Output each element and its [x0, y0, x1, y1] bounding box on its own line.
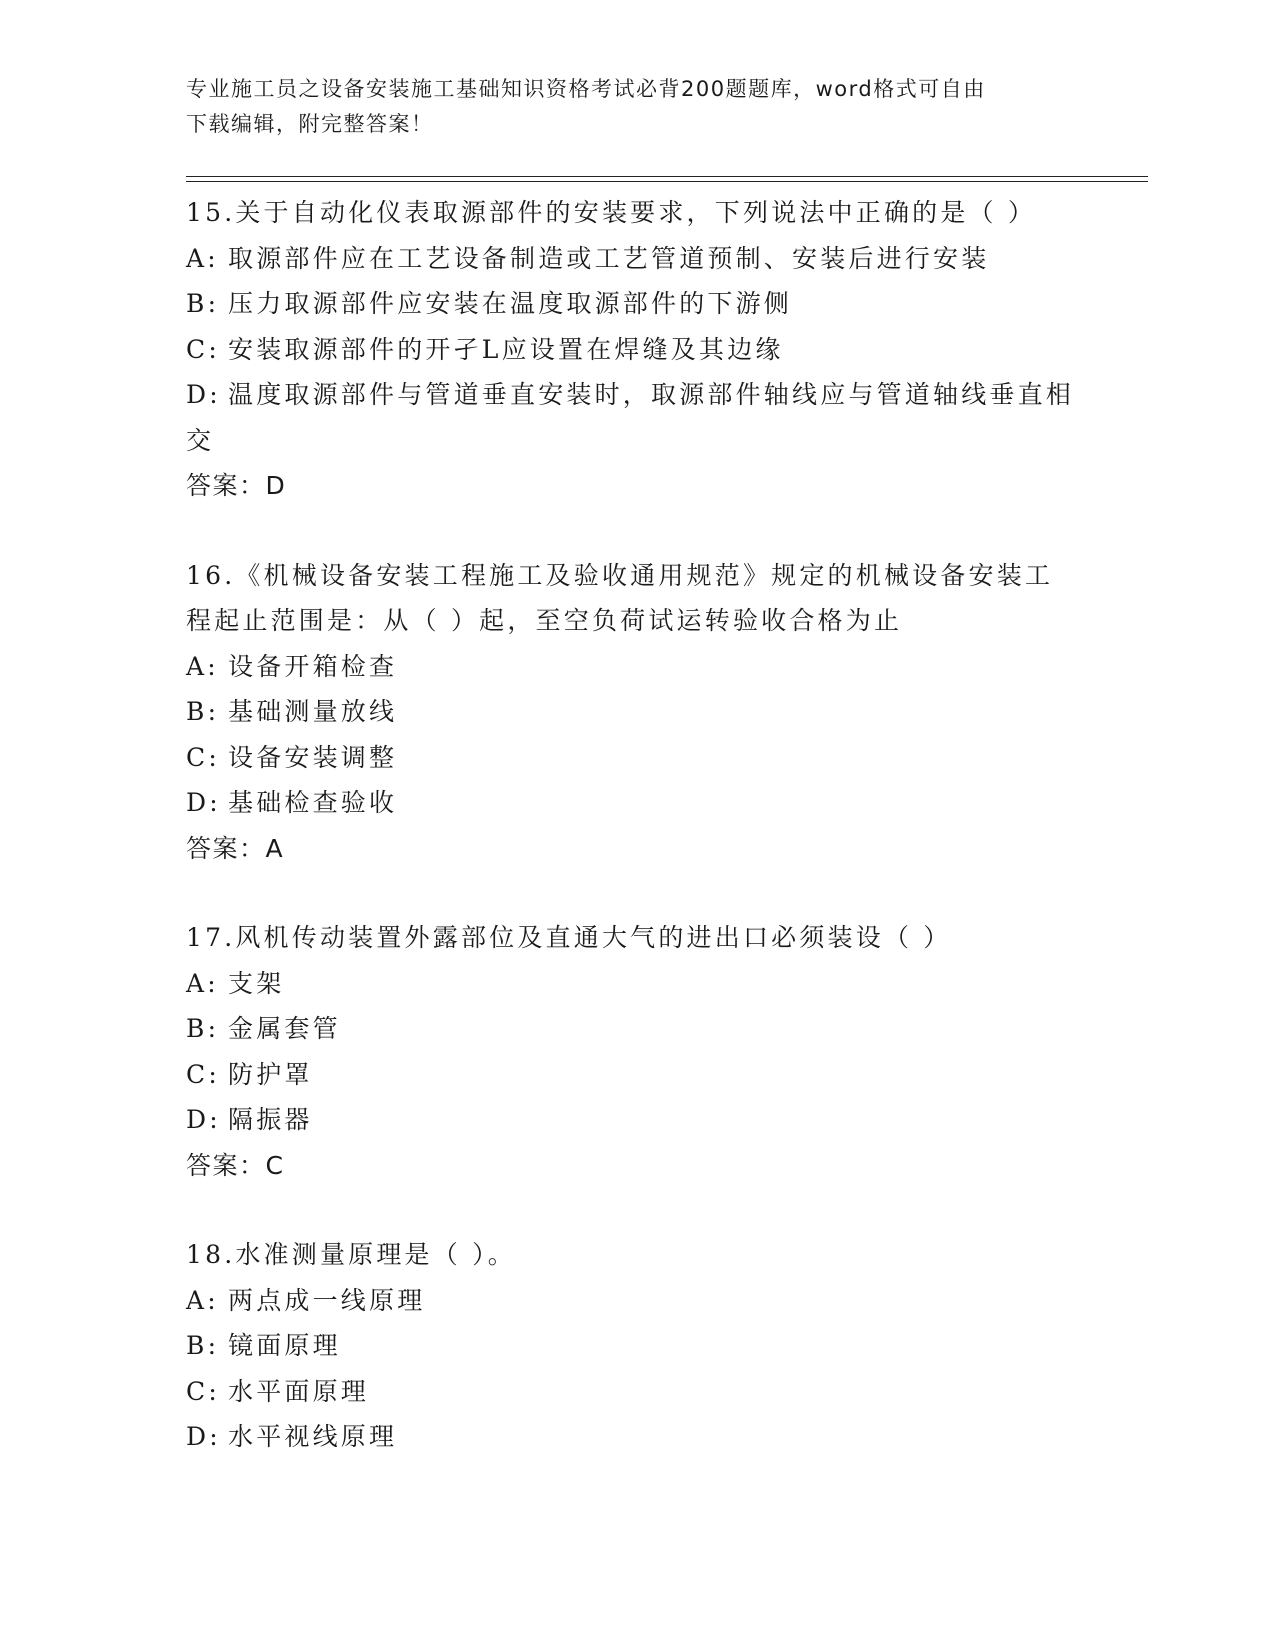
- option-text: 两点成一线原理: [228, 1285, 426, 1315]
- question-list: [186, 190, 1086, 1504]
- option-c: [186, 1052, 1086, 1098]
- option-d: [186, 1097, 1086, 1143]
- option-text: 设备开箱检查: [228, 651, 398, 681]
- answer-line: 答案：C: [186, 1150, 285, 1180]
- header-line-1: 专业施工员之设备安装施工基础知识资格考试必背200题题库，word格式可自由: [186, 77, 986, 101]
- option-letter: B:: [186, 289, 220, 318]
- option-c: [186, 735, 1086, 781]
- answer-line: 答案：D: [186, 471, 287, 500]
- option-letter: D:: [186, 788, 221, 817]
- option-text: 隔振器: [228, 1105, 313, 1134]
- question-stem: 17.风机传动装置外露部位及直通大气的进出口必须装设（ ）: [186, 923, 952, 952]
- option-letter: B:: [186, 1331, 220, 1360]
- option-letter: A:: [186, 651, 219, 681]
- option-text: 安装取源部件的开孑L应设置在焊缝及其边缘: [228, 334, 784, 364]
- option-text: 镜面原理: [228, 1331, 341, 1360]
- option-letter: C:: [186, 1059, 220, 1089]
- option-text: 取源部件应在工艺设备制造或工艺管道预制、安装后进行安装: [228, 243, 990, 273]
- option-text: 防护罩: [228, 1059, 313, 1089]
- question-stem: 18.水准测量原理是（ ）。: [186, 1240, 517, 1269]
- option-b: [186, 281, 1086, 327]
- option-d: [186, 1414, 1086, 1460]
- option-letter: B:: [186, 697, 220, 726]
- option-letter: D:: [186, 1105, 221, 1134]
- option-text: 压力取源部件应安装在温度取源部件的下游侧: [228, 289, 793, 318]
- question-18: [186, 1232, 1086, 1460]
- option-text: 设备安装调整: [228, 742, 398, 772]
- option-a: [186, 236, 1086, 282]
- question-15: [186, 190, 1086, 509]
- option-text: 水平面原理: [228, 1376, 370, 1406]
- option-letter: D:: [186, 380, 221, 409]
- option-c: [186, 1369, 1086, 1415]
- option-b: [186, 1323, 1086, 1369]
- option-text: 水平视线原理: [228, 1422, 398, 1451]
- option-d: [186, 372, 1076, 463]
- option-letter: A:: [186, 243, 219, 273]
- option-letter: A:: [186, 968, 219, 998]
- option-a: [186, 644, 1086, 690]
- option-letter: C:: [186, 1376, 220, 1406]
- option-letter: C:: [186, 334, 220, 364]
- option-letter: D:: [186, 1422, 221, 1451]
- option-text: 支架: [228, 968, 285, 998]
- question-17: [186, 915, 1086, 1188]
- answer-line: 答案：A: [186, 833, 285, 863]
- option-d: [186, 780, 1086, 826]
- option-a: [186, 1278, 1086, 1324]
- header-line-2: 下载编辑，附完整答案！: [186, 112, 434, 136]
- option-text: 基础测量放线: [228, 697, 398, 726]
- option-b: [186, 689, 1086, 735]
- option-letter: B:: [186, 1014, 220, 1043]
- document-header: [186, 72, 1066, 142]
- question-16: [186, 553, 1086, 872]
- option-c: [186, 327, 1086, 373]
- header-divider-top: [186, 176, 1148, 177]
- option-b: [186, 1006, 1086, 1052]
- option-letter: C:: [186, 742, 220, 772]
- option-text: 温度取源部件与管道垂直安装时，取源部件轴线应与管道轴线垂直相交: [186, 380, 1075, 455]
- header-divider-bottom: [186, 181, 1148, 182]
- option-letter: A:: [186, 1285, 219, 1315]
- option-text: 金属套管: [228, 1014, 341, 1043]
- option-a: [186, 961, 1086, 1007]
- question-stem: 15.关于自动化仪表取源部件的安装要求，下列说法中正确的是（ ）: [186, 198, 1037, 227]
- question-stem: 16.《机械设备安装工程施工及验收通用规范》规定的机械设备安装工程起止范围是：从（ ）起，至空负荷试运转验收合格为止: [186, 560, 1054, 635]
- option-text: 基础检查验收: [228, 788, 398, 817]
